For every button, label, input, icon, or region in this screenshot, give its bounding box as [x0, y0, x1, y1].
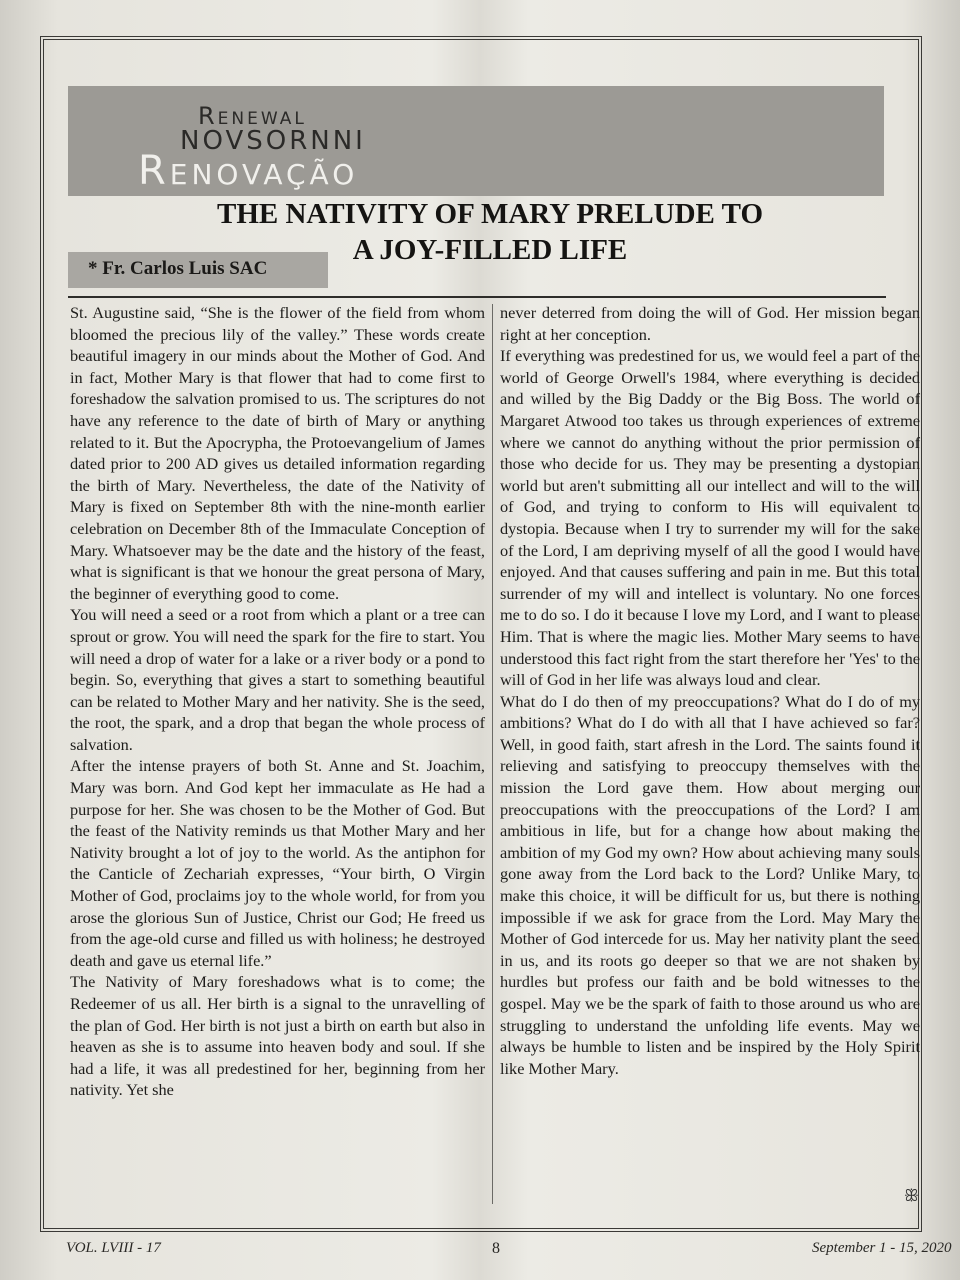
article-title: THE NATIVITY OF MARY PRELUDE TO A JOY-FILLED LIFE [216, 198, 763, 266]
masthead-line-1: Renewal [198, 102, 307, 130]
masthead-banner [68, 86, 884, 196]
page-number: 8 [492, 1240, 500, 1257]
title-rule [68, 296, 886, 298]
volume-number: VOL. LVIII - 17 [66, 1240, 161, 1256]
masthead-line-3: Renovação [138, 148, 359, 194]
paragraph: never deterred from doing the will of God. Her mission began right at her conception. [500, 303, 920, 344]
left-column [70, 302, 485, 1101]
masthead-line-2: NOVSORNNI [180, 126, 366, 156]
paragraph: After the intense prayers of both St. Anne and St. Joachim, Mary was born. And God kept her immaculate as He had a purpose for her. She was chosen to be the Mother of God. But the feast of the Nativity reminds us that Mother Mary and her Nativity brought a lot of joy to the world. As the antiphon for the Canticle of Zechariah expresses, “Your birth, O Virgin Mother of God, proclaims joy to the whole world, for from you arose the glorious Sun of Justice, Christ our God; He freed us from the age-old curse and filled us with holiness; he destroyed death and gave us eternal life.” [70, 756, 485, 970]
right-column [500, 302, 920, 1079]
issue-date: September 1 - 15, 2020 [812, 1240, 952, 1256]
paragraph: What do I do then of my preoccupations? What do I do of my ambitions? What do I do with all that I have achieved so far? Well, in good faith, start afresh in the Lord. The saints found it relieving and satisfying to preoccupy themselves with the mission the Lord gave them. How about merging our preoccupations with the preoccupations of the Lord? I am ambitious in life, but for a change how about making the ambition of my God my own? How about achieving many souls gone away from the Lord back to the Lord? Unlike Mary, to make this choice, it will be difficult for us, but there is nothing impossible if we ask for grace from the Lord. May Mary the Mother of God intercede for us. May her nativity plant the seed in us, and its roots go deeper so that we are not shaken by hurdles but profess our faith and be bold witnesses to the gospel. May we be the spark of faith to those around us who are struggling to understand the unfolding life events. May we always be humble to listen and be inspired by the Holy Spirit like Mother Mary. [500, 691, 920, 1078]
paragraph: If everything was predestined for us, we would feel a part of the world of George Orwell's 1984, where everything is decided and willed by the Big Daddy or the Big Boss. The world of Margaret Atwood too takes us through experiences of extreme where we cannot do anything without the prior permission of those who decide for us. They may be presenting a dystopian world but aren't submitting all our intellect and will to the will of God, and trying to conform to His will equivalent to dystopia. Because when I try to surrender my will for the sake of the Lord, I am depriving myself of all the good I would have enjoyed. And that causes suffering and pain in me. But this total surrender of my will and intellect is voluntary. No one forces me to do so. I do it because I love my Lord, and I want to please Him. That is where the magic lies. Mother Mary seems to have understood this fact right from the start therefore her 'Yes' to the will of God in her life was always loud and clear. [500, 346, 920, 690]
byline: * Fr. Carlos Luis SAC [88, 258, 268, 279]
flourish-icon: ꕥ [904, 1188, 919, 1205]
paragraph: The Nativity of Mary foreshadows what is to come; the Redeemer of us all. Her birth is a signal to the unravelling of the plan of God. Her birth is not just a birth on earth but also in heaven as she is to assume into heaven body and soul. If she had a life, it was all predestined for her, beginning from her nativity. Yet she [70, 972, 485, 1100]
paragraph: St. Augustine said, “She is the flower of the field from whom bloomed the precious lily of the valley.” These words create beautiful imagery in our minds about the Mother of God. And in fact, Mother Mary is that flower that had to come first to foreshadow the salvation promised to us. The scriptures do not have any reference to the date of birth of Mary or anything related to it. But the Apocrypha, the Protoevangelium of James dated prior to 200 AD gives us detailed information regarding the birth of Mary. Nevertheless, the date of the Nativity of Mary is fixed on September 8th with the nine-month earlier celebration on December 8th of the Immaculate Conception of Mary. Whatsoever may be the date and the history of the feast, what is significant is that we honour the great persona of Mary, the beginner of everything good to come. [70, 303, 485, 603]
paragraph: You will need a seed or a root from which a plant or a tree can sprout or grow. You will need the spark for the fire to start. You will need a drop of water for a lake or a river body or a pond to begin. So, everything that gives a start to something beautiful can be related to Mother Mary and her nativity. She is the seed, the root, the spark, and a drop that began the whole process of salvation. [70, 605, 485, 754]
column-divider [492, 304, 493, 1204]
